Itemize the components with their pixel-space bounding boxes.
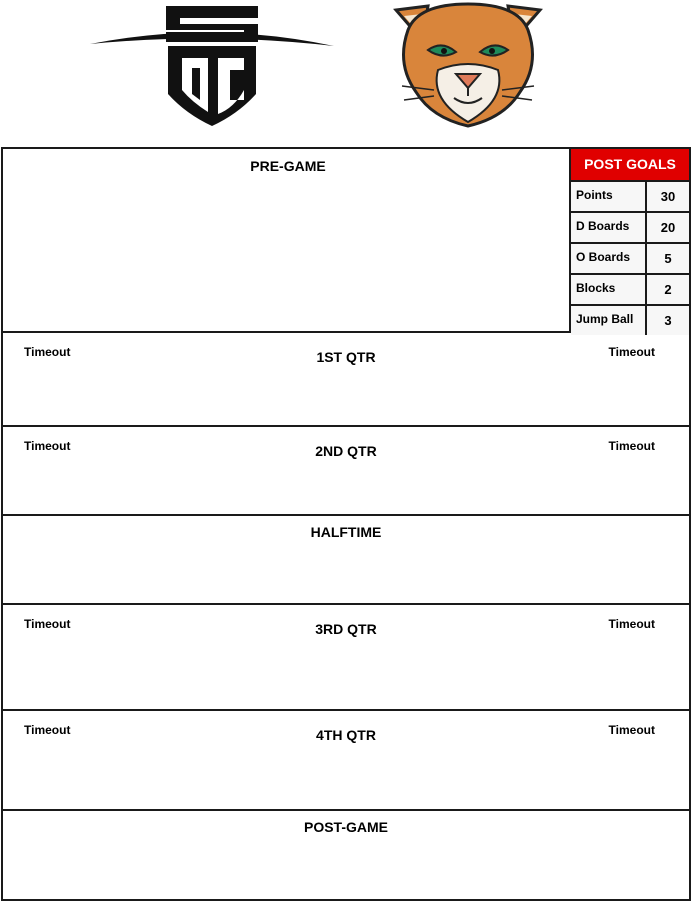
goal-label: Points — [571, 182, 647, 211]
goal-row — [571, 182, 689, 213]
goal-row — [571, 306, 689, 335]
qtr4-title: 4TH QTR — [316, 727, 376, 743]
halftime-title: HALFTIME — [310, 524, 382, 540]
section-4th-qtr — [3, 711, 689, 811]
section-2nd-qtr — [3, 427, 689, 516]
postgame-title: POST-GAME — [303, 819, 388, 835]
timeout-label-left: Timeout — [24, 345, 71, 359]
goal-value: 2 — [664, 282, 672, 297]
section-pregame — [3, 149, 689, 333]
timeout-label-left: Timeout — [24, 723, 71, 737]
goal-label: O Boards — [571, 244, 647, 273]
section-1st-qtr — [3, 333, 689, 427]
cougar-mascot-icon — [388, 0, 548, 130]
timeout-label-left: Timeout — [24, 439, 71, 453]
goal-row — [571, 275, 689, 306]
post-goals-table — [569, 149, 689, 331]
timeout-label-left: Timeout — [24, 617, 71, 631]
goal-row — [571, 213, 689, 244]
goal-value: 30 — [660, 189, 676, 204]
timeout-label-right: Timeout — [608, 439, 655, 453]
timeout-label-right: Timeout — [608, 617, 655, 631]
timeout-label-right: Timeout — [608, 723, 655, 737]
post-goals-header: POST GOALS — [571, 149, 689, 182]
goal-label: D Boards — [571, 213, 647, 242]
goal-label: Blocks — [571, 275, 647, 304]
timeout-label-right: Timeout — [608, 345, 655, 359]
goal-label: Jump Ball — [571, 306, 647, 335]
goal-value: 20 — [660, 220, 676, 235]
game-plan-sheet — [1, 147, 691, 901]
goal-value: 5 — [664, 251, 672, 266]
qtr1-title: 1ST QTR — [316, 349, 376, 365]
section-halftime — [3, 516, 689, 605]
goal-value: 3 — [664, 313, 672, 328]
section-3rd-qtr — [3, 605, 689, 711]
qtr2-title: 2ND QTR — [315, 443, 377, 459]
sac-logo-icon — [88, 2, 336, 128]
pregame-title: PRE-GAME — [250, 158, 326, 174]
goal-row — [571, 244, 689, 275]
qtr3-title: 3RD QTR — [315, 621, 377, 637]
section-postgame — [3, 811, 689, 901]
